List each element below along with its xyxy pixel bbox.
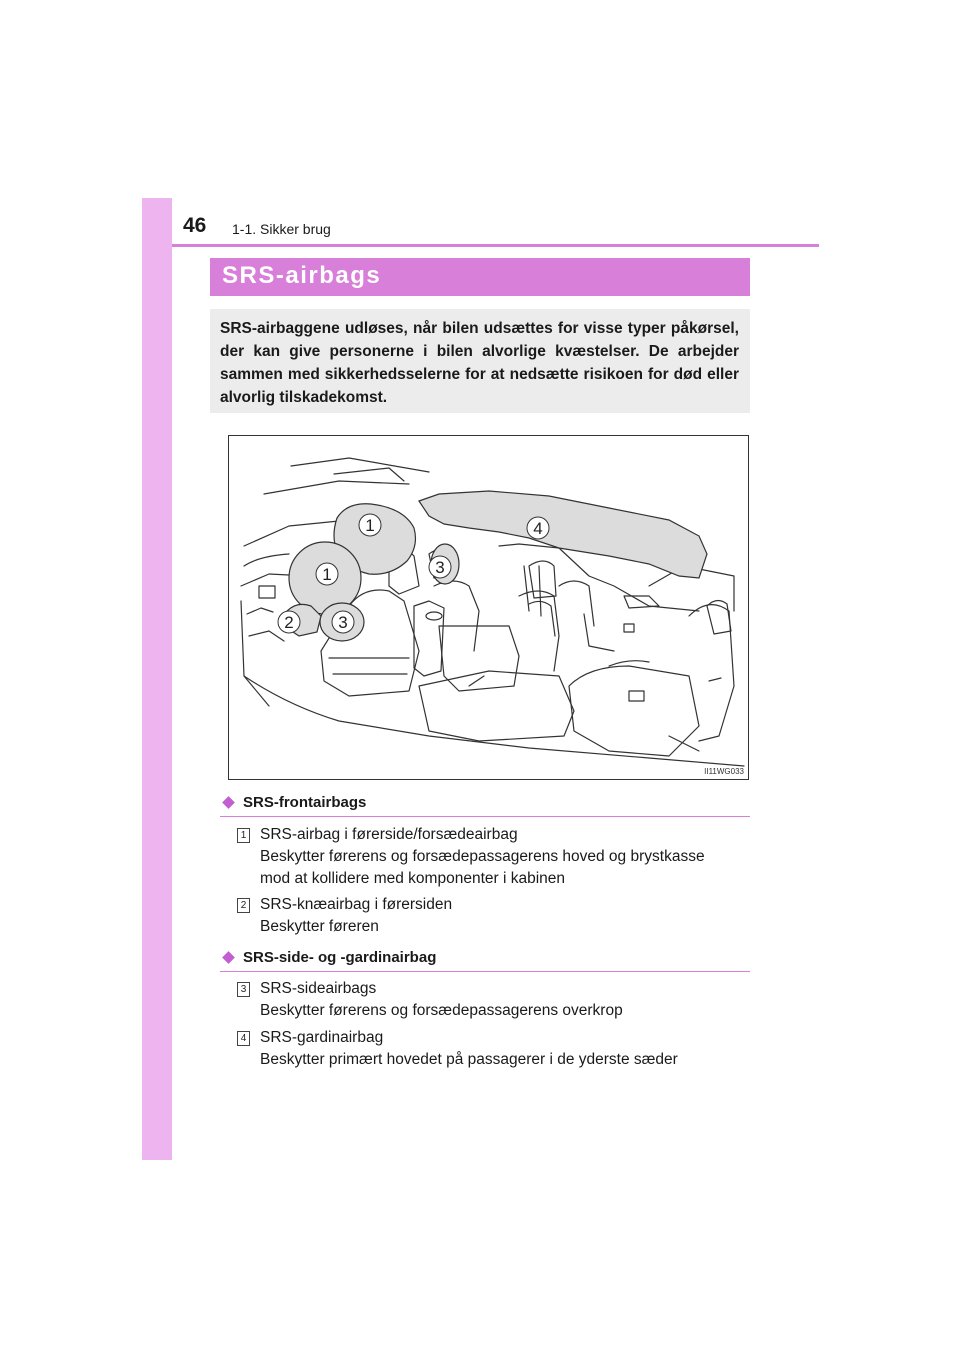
item-driver-passenger-airbag [260, 824, 705, 890]
callout-3-lower: 3 [338, 613, 348, 632]
callout-4: 4 [533, 519, 543, 538]
item-line: Beskytter førerens og forsædepassagerens hoved og brystkasse [260, 848, 705, 865]
diamond-bullet-icon [222, 951, 235, 964]
item-number-box: 2 [237, 898, 250, 913]
item-line: SRS-airbag i førerside/forsædeairbag [260, 826, 518, 843]
item-line: SRS-knæairbag i førersiden [260, 896, 453, 913]
item-number-box: 1 [237, 828, 250, 843]
page-title: SRS-airbags [222, 262, 382, 289]
car-interior-drawing [229, 436, 749, 780]
callout-1-upper: 1 [365, 516, 375, 535]
subheading-rule [220, 971, 750, 972]
diamond-bullet-icon [222, 796, 235, 809]
header-rule [172, 244, 819, 247]
item-line: Beskytter førerens og forsædepassagerens overkrop [260, 1002, 623, 1019]
subheading-rule [220, 816, 750, 817]
item-number-box: 4 [237, 1031, 250, 1046]
callout-1-lower: 1 [322, 565, 332, 584]
item-curtain-airbag [260, 1027, 678, 1071]
side-tab [142, 198, 172, 1160]
item-line: SRS-sideairbags [260, 980, 377, 997]
item-line: Beskytter primært hovedet på passagerer i de yderste sæder [260, 1051, 678, 1068]
callout-3-upper: 3 [435, 558, 445, 577]
title-bar [210, 258, 750, 296]
section-reference: 1-1. Sikker brug [232, 221, 331, 237]
subheading-side-curtain [220, 949, 436, 966]
intro-text: SRS-airbaggene udløses, når bilen udsættes for visse typer påkørsel, der kan give personerne i bilen alvorlige kvæstelser. De arbejder sammen med sikkerhedsselerne for at nedsætte risikoen for død eller alvorlig tilskadekomst. [220, 320, 739, 406]
page-number: 46 [183, 214, 207, 237]
item-line: mod at kollidere med komponenter i kabinen [260, 870, 566, 887]
item-line: Beskytter føreren [260, 918, 379, 935]
subheading-text: SRS-frontairbags [243, 794, 367, 811]
callout-2: 2 [284, 613, 294, 632]
subheading-text: SRS-side- og -gardinairbag [243, 949, 437, 966]
intro-box [210, 309, 750, 413]
item-side-airbags [260, 978, 623, 1022]
airbag-illustration [228, 435, 749, 780]
subheading-frontairbags [220, 794, 366, 811]
item-line: SRS-gardinairbag [260, 1029, 384, 1046]
item-knee-airbag [260, 894, 452, 938]
curtain-airbag [419, 491, 707, 578]
figure-code: II11WG033 [704, 767, 744, 776]
item-number-box: 3 [237, 982, 250, 997]
